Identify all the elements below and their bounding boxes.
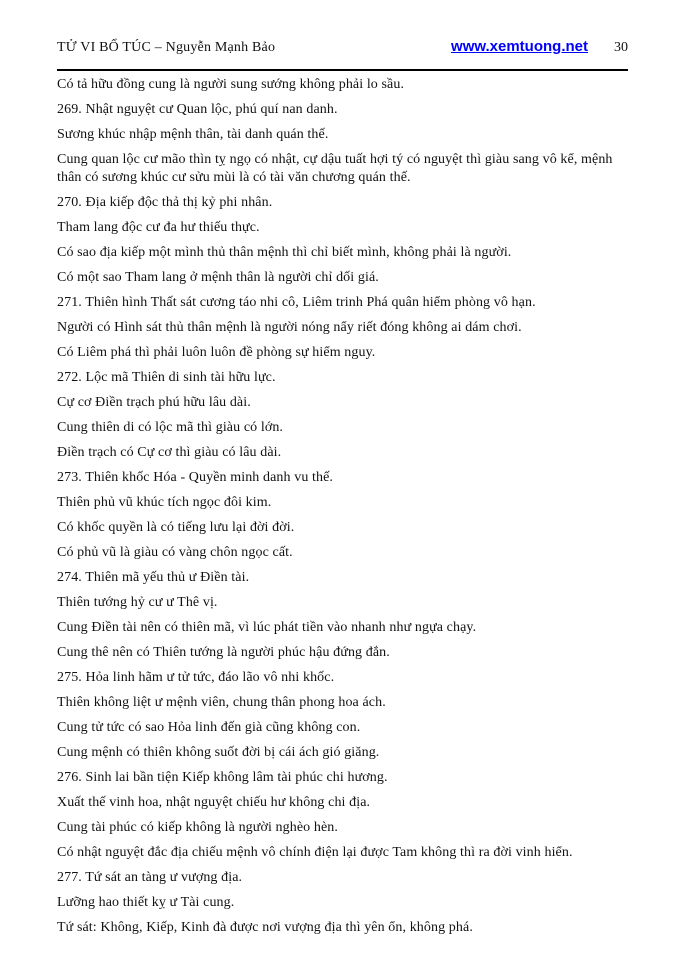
paragraph: Lưỡng hao thiết kỵ ư Tài cung. — [57, 895, 235, 910]
paragraph: Thiên tướng hỷ cư ư Thê vị. — [57, 595, 218, 610]
paragraph: Cung mệnh có thiên không suốt đời bị cái ách gió giăng. — [57, 745, 380, 760]
paragraph: Người có Hình sát thủ thân mệnh là người nóng nẩy riết đóng không ai dám chơi. — [57, 320, 522, 335]
paragraph: Có một sao Tham lang ở mệnh thân là người chỉ dối giá. — [57, 270, 379, 285]
paragraph: Điền trạch có Cự cơ thì giàu có lâu dài. — [57, 445, 282, 460]
paragraph: 273. Thiên khốc Hóa - Quyền minh danh vu thế. — [57, 470, 334, 485]
paragraph: Tham lang độc cư đa hư thiếu thực. — [57, 220, 260, 235]
paragraph: 277. Tứ sát an tàng ư vượng địa. — [57, 870, 243, 885]
page-number: 30 — [614, 40, 628, 55]
paragraph: 272. Lộc mã Thiên di sinh tài hữu lực. — [57, 370, 276, 385]
website-link[interactable]: www.xemtuong.net — [451, 38, 588, 55]
header-right-group — [451, 38, 628, 56]
paragraph: Có sao địa kiếp một mình thủ thân mệnh thì chỉ biết mình, không phải là người. — [57, 245, 512, 260]
paragraph: Cung Điền tài nên có thiên mã, vì lúc phát tiền vào nhanh như ngựa chạy. — [57, 620, 477, 635]
paragraph: 270. Địa kiếp độc thả thị kỷ phi nhân. — [57, 195, 273, 210]
paragraph: 274. Thiên mã yếu thủ ư Điền tài. — [57, 570, 250, 585]
paragraph: Thiên phủ vũ khúc tích ngọc đôi kim. — [57, 495, 272, 510]
paragraph: Xuất thế vinh hoa, nhật nguyệt chiếu hư không chi địa. — [57, 795, 371, 810]
paragraph: Cung tài phúc có kiếp không là người nghèo hèn. — [57, 820, 338, 835]
paragraph: 271. Thiên hình Thất sát cương táo nhi cô, Liêm trinh Phá quân hiểm phòng vô hạn. — [57, 295, 536, 310]
paragraph: Có nhật nguyệt đắc địa chiếu mệnh vô chính điện lại được Tam không thì ra đời vinh hiển. — [57, 845, 573, 860]
header-divider-rule — [57, 69, 628, 71]
paragraph: Có Liêm phá thì phải luôn luôn đề phòng sự hiểm nguy. — [57, 345, 376, 360]
paragraph: 269. Nhật nguyệt cư Quan lộc, phú quí nan danh. — [57, 102, 338, 117]
paragraph: Cung tử tức có sao Hỏa linh đến già cũng không con. — [57, 720, 361, 735]
book-title: TỬ VI BỔ TÚC – Nguyễn Mạnh Bảo — [57, 40, 276, 55]
paragraph: Có khốc quyền là có tiếng lưu lại đời đời. — [57, 520, 295, 535]
paragraph: Có tả hữu đồng cung là người sung sướng không phải lo sầu. — [57, 77, 405, 92]
paragraph: Cung thê nên có Thiên tướng là người phúc hậu đứng đắn. — [57, 645, 390, 660]
page-header — [57, 38, 628, 56]
paragraph: Cung quan lộc cư mão thìn tỵ ngọ có nhật, cự dậu tuất hợi tý có nguyệt thì giàu sang vô kể, mệnh thân có sương khúc cư sửu mùi là có tài văn chương quán thế. — [57, 152, 613, 185]
paragraph: Sương khúc nhập mệnh thân, tài danh quán thế. — [57, 127, 329, 142]
paragraph: 276. Sinh lai bần tiện Kiếp không lâm tài phúc chi hương. — [57, 770, 388, 785]
paragraph: Có phủ vũ là giàu có vàng chôn ngọc cất. — [57, 545, 293, 560]
paragraph: Thiên không liệt ư mệnh viên, chung thân phong hoa ách. — [57, 695, 386, 710]
paragraph: 275. Hỏa linh hãm ư tử tức, đáo lão vô nhi khốc. — [57, 670, 335, 685]
paragraph: Tứ sát: Không, Kiếp, Kinh đà được nơi vượng địa thì yên ổn, không phá. — [57, 920, 473, 935]
document-body — [57, 76, 630, 944]
paragraph: Cự cơ Điền trạch phú hữu lâu dài. — [57, 395, 251, 410]
paragraph: Cung thiên di có lộc mã thì giàu có lớn. — [57, 420, 284, 435]
